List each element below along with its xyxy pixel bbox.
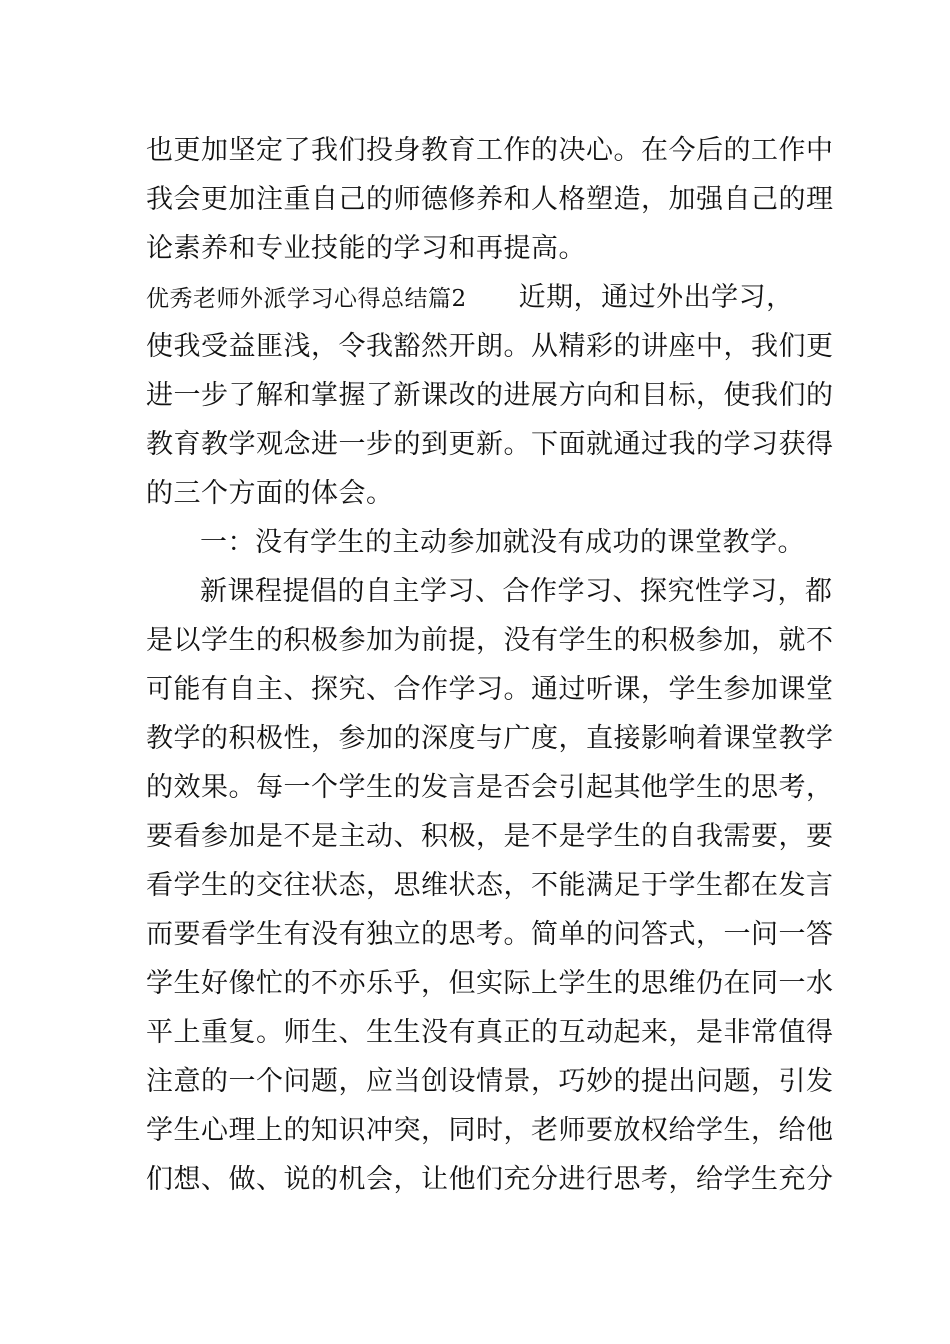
- body-text: [146, 126, 834, 1204]
- text-line: 也更加坚定了我们投身教育工作的决心。在今后的工作中: [146, 135, 834, 166]
- text-line: 教学的积极性，参加的深度与广度，直接影响着课堂教学: [146, 723, 834, 754]
- text-line: 进一步了解和掌握了新课改的进展方向和目标，使我们的: [146, 380, 834, 411]
- text-line: 们想、做、说的机会，让他们充分进行思考，给学生充分: [146, 1164, 834, 1195]
- text-line: 可能有自主、探究、合作学习。通过听课，学生参加课堂: [146, 674, 834, 705]
- text-line: 而要看学生有没有独立的思考。简单的问答式，一问一答: [146, 919, 834, 950]
- paragraph-start: 近期，通过外出学习，: [518, 282, 794, 313]
- text-line: 新课程提倡的自主学习、合作学习、探究性学习，都: [200, 576, 833, 607]
- subheading-line: 一：没有学生的主动参加就没有成功的课堂教学。: [200, 527, 805, 558]
- text-line: 使我受益匪浅，令我豁然开朗。从精彩的讲座中，我们更: [146, 331, 834, 362]
- text-line: 看学生的交往状态，思维状态，不能满足于学生都在发言: [146, 870, 834, 901]
- text-line: 是以学生的积极参加为前提，没有学生的积极参加，就不: [146, 625, 834, 656]
- text-line: 要看参加是不是主动、积极，是不是学生的自我需要，要: [146, 821, 834, 852]
- section-heading-line: [146, 273, 806, 322]
- section-title: 优秀老师外派学习心得总结篇2: [146, 286, 467, 312]
- text-line: 的效果。每一个学生的发言是否会引起其他学生的思考，: [146, 772, 834, 803]
- text-line: 我会更加注重自己的师德修养和人格塑造，加强自己的理: [146, 184, 834, 215]
- text-line: 注意的一个问题，应当创设情景，巧妙的提出问题，引发: [146, 1066, 834, 1097]
- text-line: 平上重复。师生、生生没有真正的互动起来，是非常值得: [146, 1017, 834, 1048]
- text-line: 教育教学观念进一步的到更新。下面就通过我的学习获得: [146, 429, 834, 460]
- text-line: 学生心理上的知识冲突，同时，老师要放权给学生，给他: [146, 1115, 834, 1146]
- text-line: 学生好像忙的不亦乐乎，但实际上学生的思维仍在同一水: [146, 968, 834, 999]
- text-line: 的三个方面的体会。: [146, 478, 394, 509]
- text-line: 论素养和专业技能的学习和再提高。: [146, 233, 586, 264]
